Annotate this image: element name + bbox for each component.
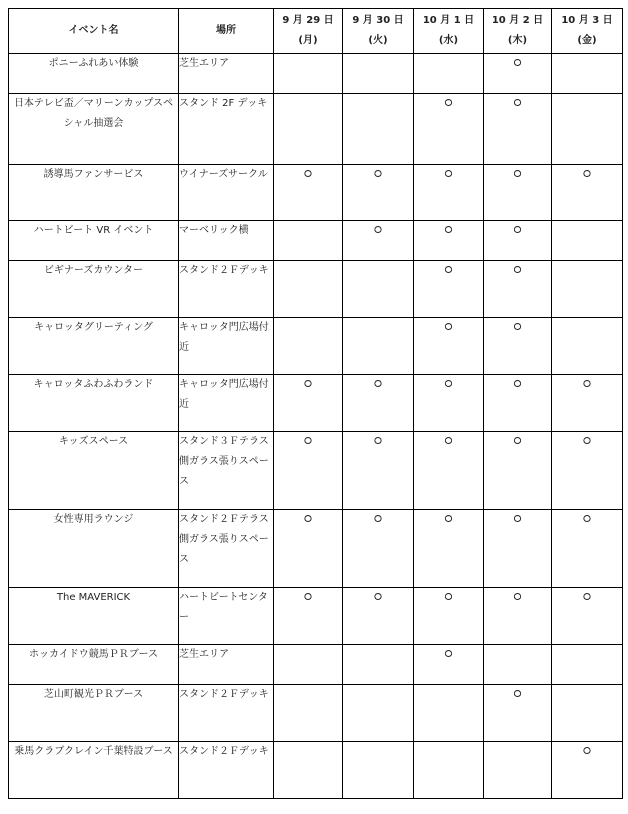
held-mark-cell [484,685,552,742]
empty-day-cell [274,94,343,165]
event-name-cell: 誘導馬ファンサービス [9,165,179,221]
event-name-cell: ホッカイドウ競馬ＰＲブース [9,645,179,685]
held-mark-cell [484,54,552,94]
empty-day-cell [274,54,343,94]
held-mark-cell [343,510,414,588]
event-place-cell: ハートビートセンター [179,588,274,645]
held-mark-cell [274,588,343,645]
event-name-cell: ポニーふれあい体験 [9,54,179,94]
empty-day-cell [274,318,343,375]
held-circle-icon: ⭘ [513,98,522,109]
header-weekday: (水) [438,35,459,46]
table-row [9,432,623,510]
event-place-cell: マーベリック横 [179,221,274,261]
held-circle-icon: ⭘ [304,379,312,390]
held-mark-cell [484,432,552,510]
empty-day-cell [552,645,623,685]
held-circle-icon: ⭘ [444,98,453,109]
held-mark-cell [484,375,552,432]
held-mark-cell [274,165,343,221]
table-row [9,375,623,432]
held-mark-cell [484,94,552,165]
held-mark-cell [414,510,484,588]
header-date: 10 月 1 日 [422,15,475,26]
held-mark-cell [343,432,414,510]
held-circle-icon: ⭘ [444,169,453,180]
header-day [274,9,343,54]
event-place-cell: スタンド２Ｆデッキ [179,742,274,799]
held-circle-icon: ⭘ [374,169,382,180]
empty-day-cell [552,261,623,318]
event-name-cell: 芝山町観光ＰＲブース [9,685,179,742]
empty-day-cell [274,742,343,799]
event-schedule-table [8,8,623,799]
held-mark-cell [484,221,552,261]
event-name-cell: キャロッタグリーティング [9,318,179,375]
held-mark-cell [414,645,484,685]
empty-day-cell [274,261,343,318]
empty-day-cell [343,318,414,375]
event-name-cell: キャロッタふわふわランド [9,375,179,432]
held-circle-icon: ⭘ [513,322,522,333]
table-row [9,165,623,221]
event-name-cell: The MAVERICK [9,588,179,645]
held-mark-cell [414,588,484,645]
held-mark-cell [552,165,623,221]
header-date: 10 月 3 日 [561,15,613,26]
held-mark-cell [343,588,414,645]
event-place-cell: スタンド２Ｆテラス側ガラス張りスペース [179,510,274,588]
empty-day-cell [343,742,414,799]
held-circle-icon: ⭘ [583,514,591,525]
held-circle-icon: ⭘ [583,169,591,180]
empty-day-cell [414,54,484,94]
held-mark-cell [414,165,484,221]
header-day [414,9,484,54]
empty-day-cell [414,742,484,799]
held-circle-icon: ⭘ [513,169,522,180]
event-place-cell: スタンド 2F デッキ [179,94,274,165]
event-name-cell: 女性専用ラウンジ [9,510,179,588]
table-row [9,685,623,742]
table-row [9,261,623,318]
header-day [484,9,552,54]
held-mark-cell [484,165,552,221]
held-circle-icon: ⭘ [444,514,453,525]
held-circle-icon: ⭘ [444,379,453,390]
header-weekday: (月) [298,35,318,46]
held-mark-cell [274,375,343,432]
empty-day-cell [343,261,414,318]
held-circle-icon: ⭘ [374,436,382,447]
held-mark-cell [274,510,343,588]
held-mark-cell [484,588,552,645]
held-mark-cell [343,221,414,261]
held-mark-cell [414,318,484,375]
held-mark-cell [484,318,552,375]
event-place-cell: キャロッタ門広場付近 [179,318,274,375]
table-row [9,588,623,645]
held-circle-icon: ⭘ [304,169,312,180]
held-circle-icon: ⭘ [374,592,382,603]
held-circle-icon: ⭘ [304,436,312,447]
held-mark-cell [414,94,484,165]
held-circle-icon: ⭘ [374,514,382,525]
event-place-cell: スタンド２Ｆデッキ [179,685,274,742]
held-circle-icon: ⭘ [374,225,382,236]
event-name-cell: ハートビート VR イベント [9,221,179,261]
held-circle-icon: ⭘ [444,649,453,660]
held-circle-icon: ⭘ [444,322,453,333]
table-row [9,221,623,261]
empty-day-cell [552,685,623,742]
empty-day-cell [552,94,623,165]
header-row [9,9,623,54]
header-day [343,9,414,54]
empty-day-cell [552,318,623,375]
held-mark-cell [343,375,414,432]
held-mark-cell [552,432,623,510]
empty-day-cell [343,685,414,742]
empty-day-cell [414,685,484,742]
event-place-cell: ウイナーズサークル [179,165,274,221]
held-mark-cell [484,261,552,318]
held-circle-icon: ⭘ [444,265,453,276]
held-circle-icon: ⭘ [513,58,522,69]
header-date: 9 月 30 日 [352,15,404,26]
held-circle-icon: ⭘ [513,592,522,603]
held-mark-cell [414,261,484,318]
held-circle-icon: ⭘ [304,592,312,603]
empty-day-cell [343,94,414,165]
held-mark-cell [552,510,623,588]
header-day [552,9,623,54]
empty-day-cell [552,221,623,261]
empty-day-cell [484,742,552,799]
table-row [9,645,623,685]
held-mark-cell [552,375,623,432]
held-circle-icon: ⭘ [513,514,522,525]
table-row [9,510,623,588]
held-circle-icon: ⭘ [583,746,591,757]
held-circle-icon: ⭘ [513,379,522,390]
empty-day-cell [552,54,623,94]
event-name-cell: 日本テレビ盃／マリーンカップスペシャル抽選会 [9,94,179,165]
held-circle-icon: ⭘ [513,436,522,447]
event-place-cell: 芝生エリア [179,645,274,685]
event-name-cell: 乗馬クラブクレイン千葉特設ブース [9,742,179,799]
held-mark-cell [414,221,484,261]
empty-day-cell [274,685,343,742]
held-mark-cell [552,742,623,799]
schedule-body [9,54,623,799]
held-circle-icon: ⭘ [513,265,522,276]
table-row [9,54,623,94]
held-circle-icon: ⭘ [583,592,591,603]
event-name-cell: キッズスペース [9,432,179,510]
event-place-cell: 芝生エリア [179,54,274,94]
table-row [9,742,623,799]
header-weekday: (木) [507,35,528,46]
empty-day-cell [343,645,414,685]
header-date: 10 月 2 日 [491,15,544,26]
event-name-cell: ビギナーズカウンター [9,261,179,318]
event-place-cell: スタンド２Ｆデッキ [179,261,274,318]
event-place-cell: スタンド３Ｆテラス側ガラス張りスペース [179,432,274,510]
held-mark-cell [274,432,343,510]
held-circle-icon: ⭘ [444,436,453,447]
header-weekday: (火) [368,35,388,46]
header-place: 場所 [179,9,274,54]
table-row [9,94,623,165]
held-circle-icon: ⭘ [444,225,453,236]
header-event-name: イベント名 [9,9,179,54]
held-mark-cell [484,510,552,588]
header-date: 9 月 29 日 [282,15,334,26]
event-place-cell: キャロッタ門広場付近 [179,375,274,432]
table-row [9,318,623,375]
held-circle-icon: ⭘ [513,225,522,236]
held-circle-icon: ⭘ [374,379,382,390]
held-circle-icon: ⭘ [583,379,591,390]
held-circle-icon: ⭘ [444,592,453,603]
held-mark-cell [414,375,484,432]
held-mark-cell [414,432,484,510]
held-circle-icon: ⭘ [304,514,312,525]
held-circle-icon: ⭘ [513,689,522,700]
empty-day-cell [274,221,343,261]
header-weekday: (金) [577,35,597,46]
held-circle-icon: ⭘ [583,436,591,447]
empty-day-cell [274,645,343,685]
empty-day-cell [343,54,414,94]
empty-day-cell [484,645,552,685]
held-mark-cell [343,165,414,221]
held-mark-cell [552,588,623,645]
